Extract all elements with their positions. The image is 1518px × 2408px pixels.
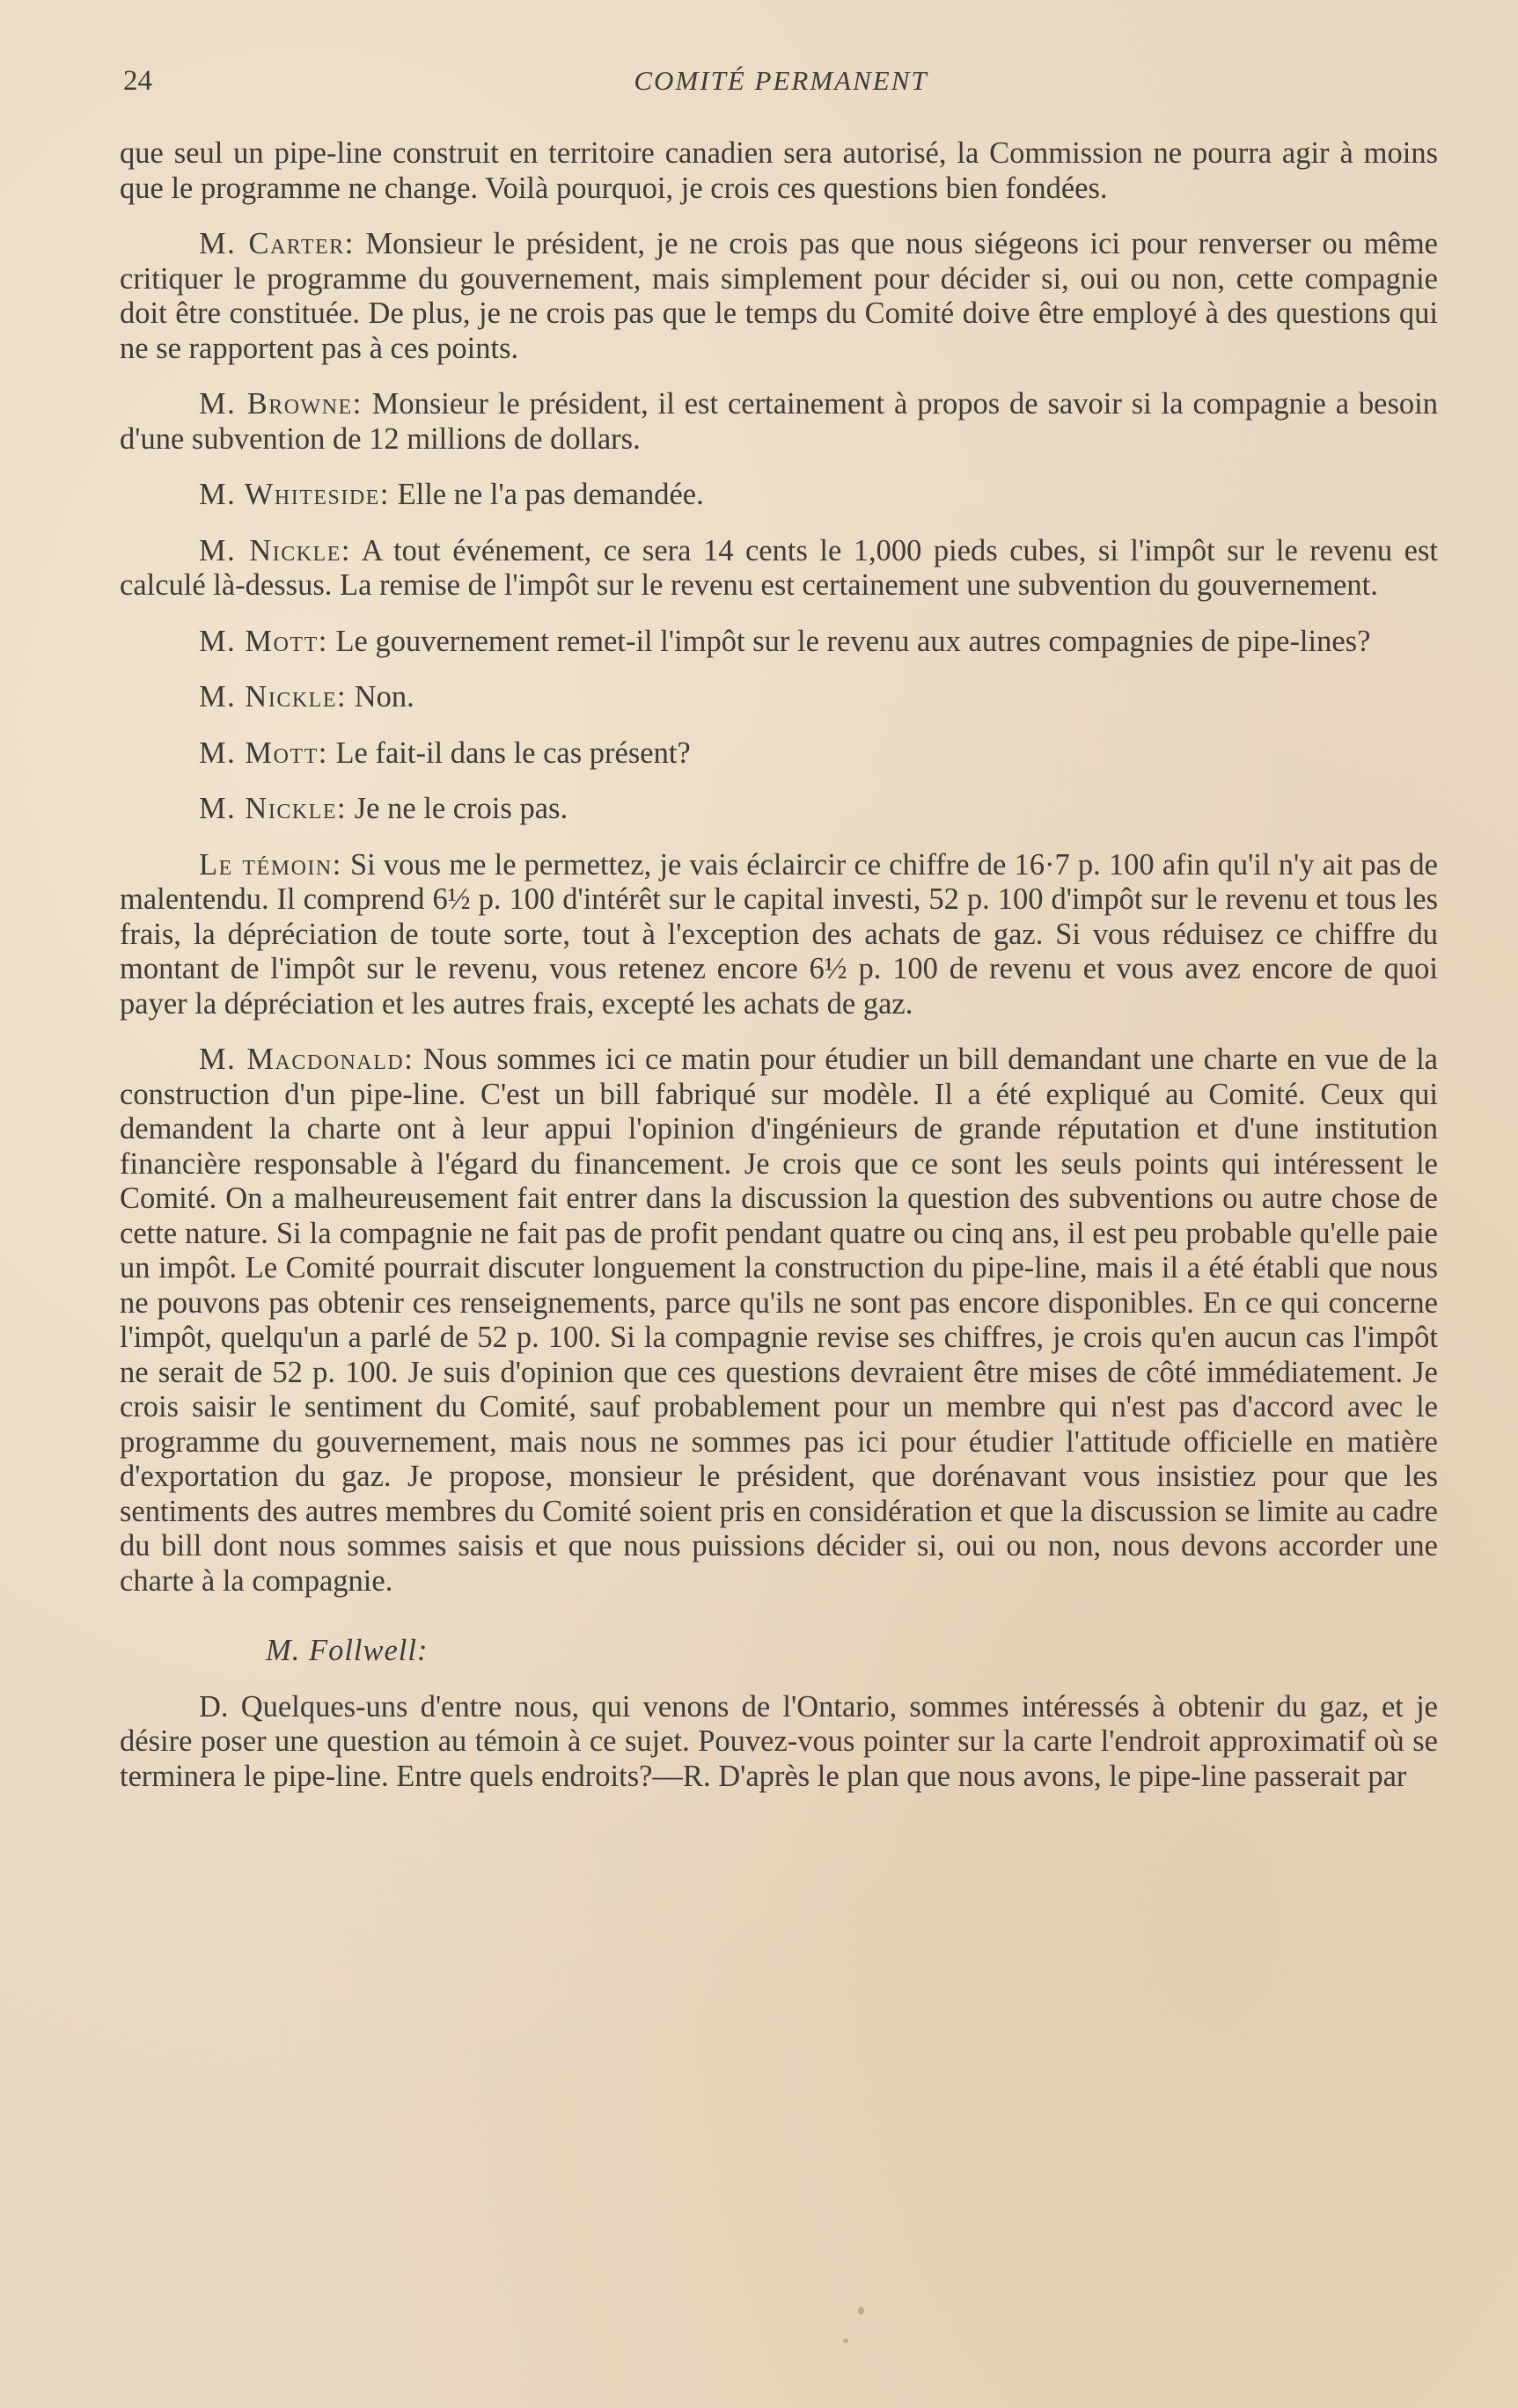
speaker-name: M. Macdonald: [199,1043,414,1076]
paragraph-whiteside [120,478,1438,513]
speaker-name: Le témoin: [199,847,342,882]
paragraph-text: A tout événement, ce sera 14 cents le 1,000 pieds cubes, si l'impôt sur le revenu est calculé là-dessus. La remise de l'impôt sur le revenu est certainement une subvention du gouvernement. [120,533,1438,602]
paragraph-nickle [120,792,1438,827]
paragraph-nickle [120,534,1438,604]
paragraph-text: Le gouvernement remet-il l'impôt sur le revenu aux autres compagnies de pipe-lines? [327,624,1371,658]
questioner-heading: M. Follwell: [266,1634,429,1667]
paragraph-mott [120,625,1438,660]
speaker-name: M. Mott: [199,624,328,658]
paragraph-text: Non. [347,680,414,714]
paragraph-text: Je ne le crois pas. [347,792,568,825]
paragraph-text: Si vous me le permettez, je vais éclaircir ce chiffre de 16·7 p. 100 afin qu'il n'y ait pas de malentendu. Il comprend 6½ p. 100 d'intérêt sur le capital investi, 52 p. 100 d'impôt sur le revenu et tous les frais, la dépréciation de toute sorte, tout à l'exception des achats de gaz. Si vous réduisez ce chiffre du montant de l'impôt sur le revenu, vous retenez encore 6½ p. 100 de revenu et vous avez encore de quoi payer la dépréciation et les autres frais, excepté les achats de gaz. [120,847,1438,1021]
paragraph-text: Le fait-il dans le cas présent? [327,736,691,770]
paragraph-text: Nous sommes ici ce matin pour étudier un bill demandant une charte en vue de la construction d'un pipe-line. C'est un bill fabriqué sur modèle. Il a été expliqué au Comité. Ceux qui demandent la charte ont à leur appui l'opinion d'ingénieurs de grande réputation et d'une institution financière responsable à l'égard du financement. Je crois que ce sont les seuls points qui intéressent le Comité. On a malheureusement fait entrer dans la discussion la question des subventions ou autre chose de cette nature. Si la compagnie ne fait pas de profit pendant quatre ou cinq ans, il est peu probable qu'elle paie un impôt. Le Comité pourrait discuter longuement la construction du pipe-line, mais il a été établi que nous ne pouvons pas obtenir ces renseignements, parce qu'ils ne sont pas encore disponibles. En ce qui concerne l'impôt, quelqu'un a parlé de 52 p. 100. Si la compagnie revise ses chiffres, je crois qu'en aucun cas l'impôt ne serait de 52 p. 100. Je suis d'opinion que ces questions devraient être mises de côté immédiatement. Je crois saisir le sentiment du Comité, sauf probablement pour un membre qui n'est pas d'accord avec le programme du gouvernement, mais nous ne sommes pas ici pour étudier l'attitude officielle en matière d'exportation du gaz. Je propose, monsieur le président, que dorénavant vous insistiez pour que les sentiments des autres membres du Comité soient pris en considération et que la discussion se limite au cadre du bill dont nous sommes saisis et que nous puissions décider si, oui ou non, nous devons accorder une charte à la compagnie. [120,1043,1438,1598]
speaker-name: M. Carter: [199,227,355,260]
speaker-name: M. Nickle: [199,680,348,714]
speaker-name: M. Whiteside: [199,478,390,511]
speaker-name: M. Nickle: [199,792,348,825]
running-header [123,65,1439,104]
paragraph-witness [120,848,1438,1022]
body-text [120,136,1438,1815]
question-answer-paragraph: D. Quelques-uns d'entre nous, qui venons de l'Ontario, sommes intéressés à obtenir du gaz, et je désire poser une question au témoin à ce sujet. Pouvez-vous pointer sur la carte l'endroit approximatif où se terminera le pipe-line. Entre quels endroits?—R. D'après le plan que nous avons, le pipe-line passerait par [120,1689,1438,1793]
speaker-name: M. Nickle: [199,533,351,567]
paragraph-text: Monsieur le président, je ne crois pas que nous siégeons ici pour renverser ou même critiquer le programme du gouvernement, mais simplement pour décider si, oui ou non, cette compagnie doit être constituée. De plus, je ne crois pas que le temps du Comité doive être employé à des questions qui ne se rapportent pas à ces points. [120,227,1438,365]
paragraph-text: Elle ne l'a pas demandée. [389,478,704,511]
paragraph-browne [120,387,1438,457]
running-title: COMITÉ PERMANENT [634,65,928,96]
page-number: 24 [123,65,152,97]
paragraph-continuation [120,136,1438,206]
speaker-name: M. Browne: [199,387,363,421]
paragraph-text: Monsieur le président, il est certainement à propos de savoir si la compagnie a besoin d'une subvention de 12 millions de dollars. [120,387,1438,456]
ink-speck [843,2338,848,2343]
paragraph-text: que seul un pipe-line construit en territoire canadien sera autorisé, la Commission ne pourra agir à moins que le programme ne change. Voilà pourquoi, je crois ces questions bien fondées. [120,136,1438,205]
paragraph-carter [120,227,1438,366]
paragraph-mott [120,736,1438,772]
paragraph-macdonald [120,1043,1438,1599]
paragraph-nickle [120,680,1438,715]
ink-speck [858,2307,864,2315]
speaker-name: M. Mott: [199,736,328,770]
